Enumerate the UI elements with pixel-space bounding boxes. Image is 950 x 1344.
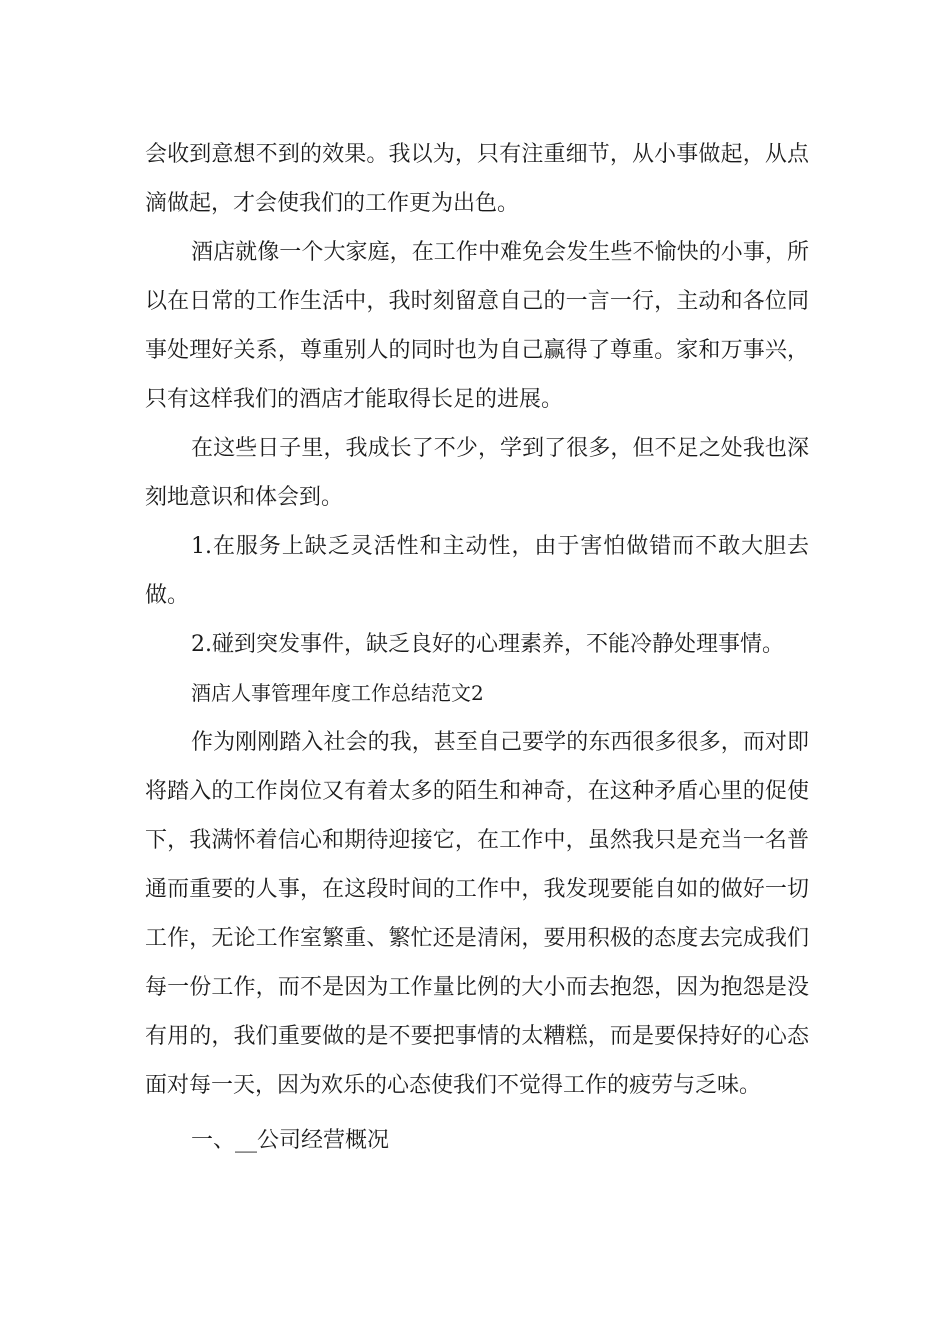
- section-heading: 一、__公司经营概况: [191, 1128, 390, 1153]
- paragraph-4: 作为刚刚踏入社会的我，甚至自己要学的东西很多很多，而对即将踏入的工作岗位又有着太多的陌生和神奇，在这种矛盾心里的促使下，我满怀着信心和期待迎接它，在工作中，虽然我只是充当一名普通而重要的人事，在这段时间的工作中，我发现要能自如的做好一切工作，无论工作室繁重、繁忙还是清闲，要用积极的态度去完成我们每一份工作，而不是因为工作量比例的大小而去抱怨，因为抱怨是没有用的，我们重要做的是不要把事情的太糟糕，而是要保持好的心态面对每一天，因为欢乐的心态使我们不觉得工作的疲劳与乏味。: [145, 730, 809, 1098]
- paragraph-1: 会收到意想不到的效果。我以为，只有注重细节，从小事做起，从点滴做起，才会使我们的工作更为出色。: [145, 142, 809, 216]
- document-body: [145, 130, 809, 1165]
- list-item-2: 2.碰到突发事件，缺乏良好的心理素养，不能冷静处理事情。: [191, 632, 784, 657]
- list-item-1: 1.在服务上缺乏灵活性和主动性，由于害怕做错而不敢大胆去做。: [145, 534, 809, 608]
- paragraph-2: 酒店就像一个大家庭，在工作中难免会发生些不愉快的小事，所以在日常的工作生活中，我时刻留意自己的一言一行，主动和各位同事处理好关系，尊重别人的同时也为自己赢得了尊重。家和万事兴，只有这样我们的酒店才能取得长足的进展。: [145, 240, 809, 412]
- paragraph-3: 在这些日子里，我成长了不少，学到了很多，但不足之处我也深刻地意识和体会到。: [145, 436, 809, 510]
- section-title: 酒店人事管理年度工作总结范文2: [191, 681, 484, 705]
